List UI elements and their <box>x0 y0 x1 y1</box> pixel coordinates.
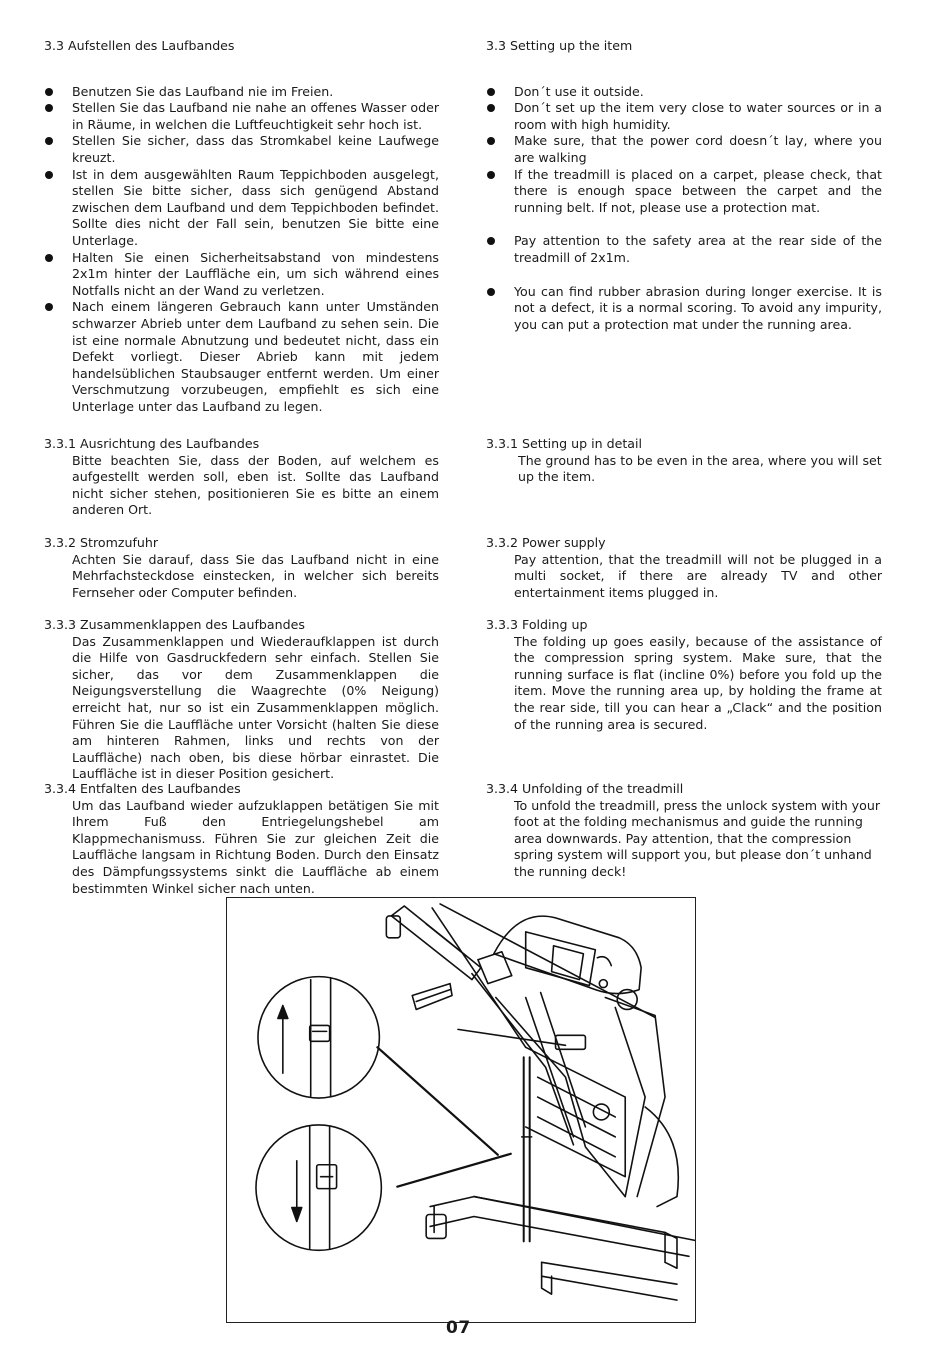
subsection-text-en: The ground has to be even in the area, where you will set up the item. <box>518 452 882 485</box>
subsection-331-en <box>486 436 882 486</box>
subsection-text-de: Achten Sie darauf, dass Sie das Laufband nicht in eine Mehrfachsteckdose einstecken, in welcher sich bereits Fernseher oder Computer befinden. <box>72 551 439 600</box>
subsection-title-en: 3.3.2 Power supply <box>486 535 606 550</box>
english-column <box>486 38 882 879</box>
subsection-title-de: 3.3.2 Stromzufuhr <box>44 535 159 550</box>
bullet-item-de: Stellen Sie sicher, dass das Stromkabel keine Laufwege kreuzt. <box>44 133 439 166</box>
detail-circle-down <box>256 1125 381 1250</box>
bullet-item-en: You can find rubber abrasion during longer exercise. It is not a defect, it is a normal scoring. To avoid any impurity, you can put a protection mat under the running area. <box>486 284 882 334</box>
treadmill-figure <box>226 897 696 1323</box>
subsection-text-de: Das Zusammenklappen und Wiederaufklappen ist durch die Hilfe von Gasdruckfedern sehr einfach. Stellen Sie sicher, das vor dem Zusammenklappen die Neigungsverstellung die Waagrechte (0% Neigung) erreicht hat, nur so ist ein Zusammenklappen möglich. Führen Sie die Lauffläche unter Vorsicht (halten Sie diese am hinteren Rahmen, links und rechts von der Lauffläche) nach oben, bis diese hörbar einrastet. Die Lauffläche ist in dieser Position gesichert. <box>72 633 439 782</box>
subsection-title-en: 3.3.1 Setting up in detail <box>486 436 643 451</box>
arrow-up-icon <box>278 1005 288 1073</box>
subsection-title-en: 3.3.4 Unfolding of the treadmill <box>486 781 684 796</box>
section-heading-en: 3.3 Setting up the item <box>486 38 633 53</box>
subsection-331-de <box>44 436 439 519</box>
subsection-title-de: 3.3.4 Entfalten des Laufbandes <box>44 781 241 796</box>
subsection-332-en <box>486 535 882 601</box>
subsection-text-en: Pay attention, that the treadmill will not be plugged in a multi socket, if there are already TV and other entertainment items plugged in. <box>514 551 882 600</box>
bullet-list-en <box>486 84 882 334</box>
subsection-text-de: Um das Laufband wieder aufzuklappen betätigen Sie mit Ihrem Fuß den Entriegelungshebel am Klappmechanismuss. Führen Sie zur gleichen Zeit die Lauffläche langsam in Richtung Boden. Durch den Einsatz des Dämpfungssystems sinkt die Lauffläche ab einem bestimmten Winkel sicher nach unten. <box>72 797 439 896</box>
subsection-333-de <box>44 617 439 783</box>
folded-treadmill-illustration <box>227 898 695 1322</box>
bullet-item-de: Halten Sie einen Sicherheitsabstand von mindestens 2x1m hinter der Lauffläche ein, um sich während eines Notfalls nicht an der Wand zu verletzen. <box>44 250 439 300</box>
subsection-title-de: 3.3.1 Ausrichtung des Laufbandes <box>44 436 260 451</box>
bullet-item-en: Pay attention to the safety area at the rear side of the treadmill of 2x1m. <box>486 233 882 266</box>
subsection-332-de <box>44 535 439 601</box>
bullet-item-de: Benutzen Sie das Laufband nie im Freien. <box>44 84 439 101</box>
subsection-text-de: Bitte beachten Sie, dass der Boden, auf welchem es aufgestellt werden soll, eben ist. Sollte das Laufband nicht sicher stehen, positionieren Sie es bitte an einem anderen Ort. <box>72 452 439 518</box>
subsection-text-en: To unfold the treadmill, press the unlock system with your foot at the folding mechanismus and guide the running area downwards. Pay attention, that the compression spring system will support you, but please don´t unhand the running deck! <box>514 797 880 879</box>
bullet-item-de: Stellen Sie das Laufband nie nahe an offenes Wasser oder in Räume, in welchen die Luftfeuchtigkeit sehr hoch ist. <box>44 100 439 133</box>
subsection-title-de: 3.3.3 Zusammenklappen des Laufbandes <box>44 617 305 632</box>
treadmill-drawing <box>386 904 695 1300</box>
bullet-list-de <box>44 84 439 416</box>
bullet-item-de: Ist in dem ausgewählten Raum Teppichboden ausgelegt, stellen Sie bitte sicher, dass sich genügend Abstand zwischen dem Laufband und dem Teppichboden befindet. Sollte dies nicht der Fall sein, benutzen Sie bitte eine Unterlage. <box>44 167 439 250</box>
arrow-down-icon <box>292 1161 302 1222</box>
german-column <box>44 38 439 896</box>
subsection-333-en <box>486 617 882 733</box>
subsection-334-en <box>486 781 882 881</box>
page-number: 07 <box>446 1318 471 1338</box>
section-heading-de: 3.3 Aufstellen des Laufbandes <box>44 38 235 53</box>
bullet-item-en: If the treadmill is placed on a carpet, please check, that there is enough space between the carpet and the running belt. If not, please use a protection mat. <box>486 167 882 217</box>
bullet-item-en: Make sure, that the power cord doesn´t lay, where you are walking <box>486 133 882 166</box>
subsection-title-en: 3.3.3 Folding up <box>486 617 588 632</box>
bullet-item-en: Don´t use it outside. <box>486 84 882 101</box>
bullet-item-de: Nach einem längeren Gebrauch kann unter Umständen schwarzer Abrieb unter dem Laufband zu sehen sein. Die ist eine normale Abnutzung und bedeutet nicht, dass ein Defekt vorliegt. Dieser Abrieb kann mit jedem handelsüblichen Staubsauger entfernt werden. Um einer Verschmutzung vorzubeugen, empfiehlt es sich eine Unterlage unter das Laufband zu legen. <box>44 299 439 415</box>
bullet-item-en: Don´t set up the item very close to water sources or in a room with high humidity. <box>486 100 882 133</box>
subsection-text-en: The folding up goes easily, because of the assistance of the compression spring system. Make sure, that the running surface is flat (incline 0%) before you fold up the item. Move the running area up, by holding the frame at the rear side, till you can hear a „Clack“ and the position of the running area is secured. <box>514 633 882 732</box>
detail-circle-up <box>258 977 379 1098</box>
subsection-334-de <box>44 781 439 897</box>
